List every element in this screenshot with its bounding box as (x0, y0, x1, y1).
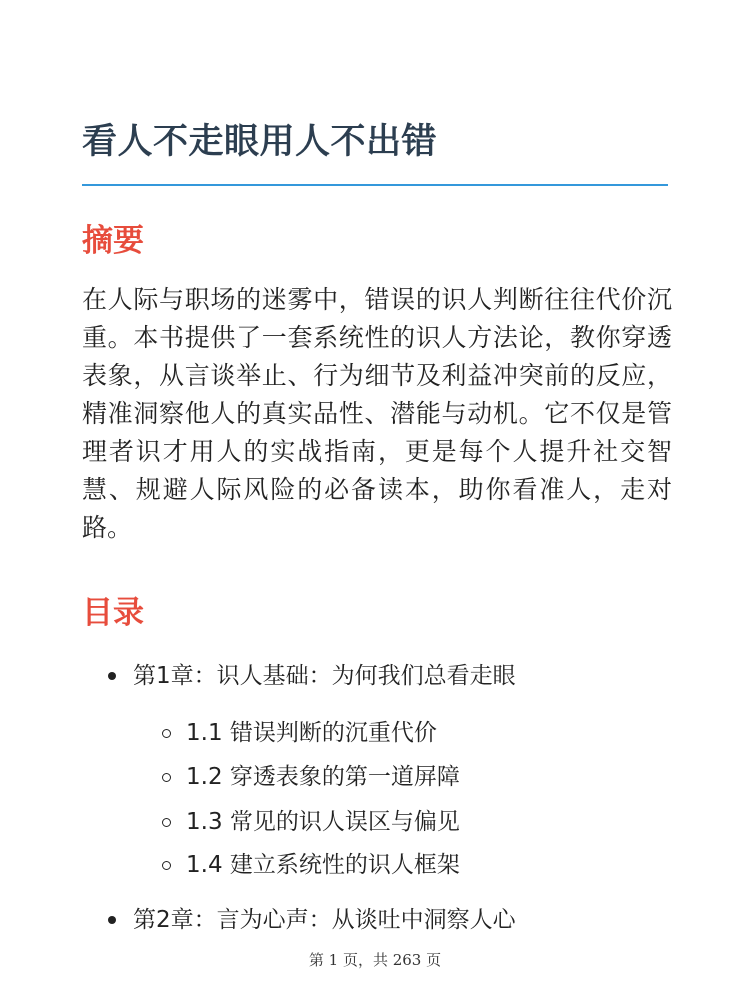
toc-section-label: 1.3 常见的识人误区与偏见 (186, 809, 460, 835)
circle-bullet-icon (162, 861, 171, 870)
toc-chapter-label: 第2章：言为心声：从谈吐中洞察人心 (133, 907, 516, 933)
toc-section-label: 1.1 错误判断的沉重代价 (186, 720, 437, 746)
toc-section-1-3[interactable] (162, 805, 460, 839)
toc-chapter-label: 第1章：识人基础：为何我们总看走眼 (133, 663, 516, 689)
document-title: 看人不走眼用人不出错 (82, 122, 438, 162)
toc-section-label: 1.2 穿透表象的第一道屏障 (186, 764, 460, 790)
bullet-icon (108, 916, 116, 924)
toc-section-1-2[interactable] (162, 760, 460, 794)
circle-bullet-icon (162, 729, 171, 738)
toc-chapter-2[interactable] (108, 903, 516, 937)
toc-section-1-1[interactable] (162, 716, 437, 750)
toc-section-1-4[interactable] (162, 848, 460, 882)
abstract-heading: 摘要 (82, 223, 144, 259)
toc-chapter-1[interactable] (108, 659, 516, 693)
abstract-body: 在人际与职场的迷雾中，错误的识人判断往往代价沉重。本书提供了一套系统性的识人方法论，教你穿透表象，从言谈举止、行为细节及利益冲突前的反应，精准洞察他人的真实品性、潜能与动机。它不仅是管理者识才用人的实战指南，更是每个人提升社交智慧、规避人际风险的必备读本，助你看准人，走对路。 (82, 285, 672, 542)
page-number-footer: 第 1 页，共 263 页 (308, 951, 442, 969)
bullet-icon (108, 672, 116, 680)
toc-heading: 目录 (82, 595, 144, 631)
title-divider (82, 184, 668, 186)
circle-bullet-icon (162, 773, 171, 782)
toc-section-label: 1.4 建立系统性的识人框架 (186, 852, 460, 878)
circle-bullet-icon (162, 818, 171, 827)
